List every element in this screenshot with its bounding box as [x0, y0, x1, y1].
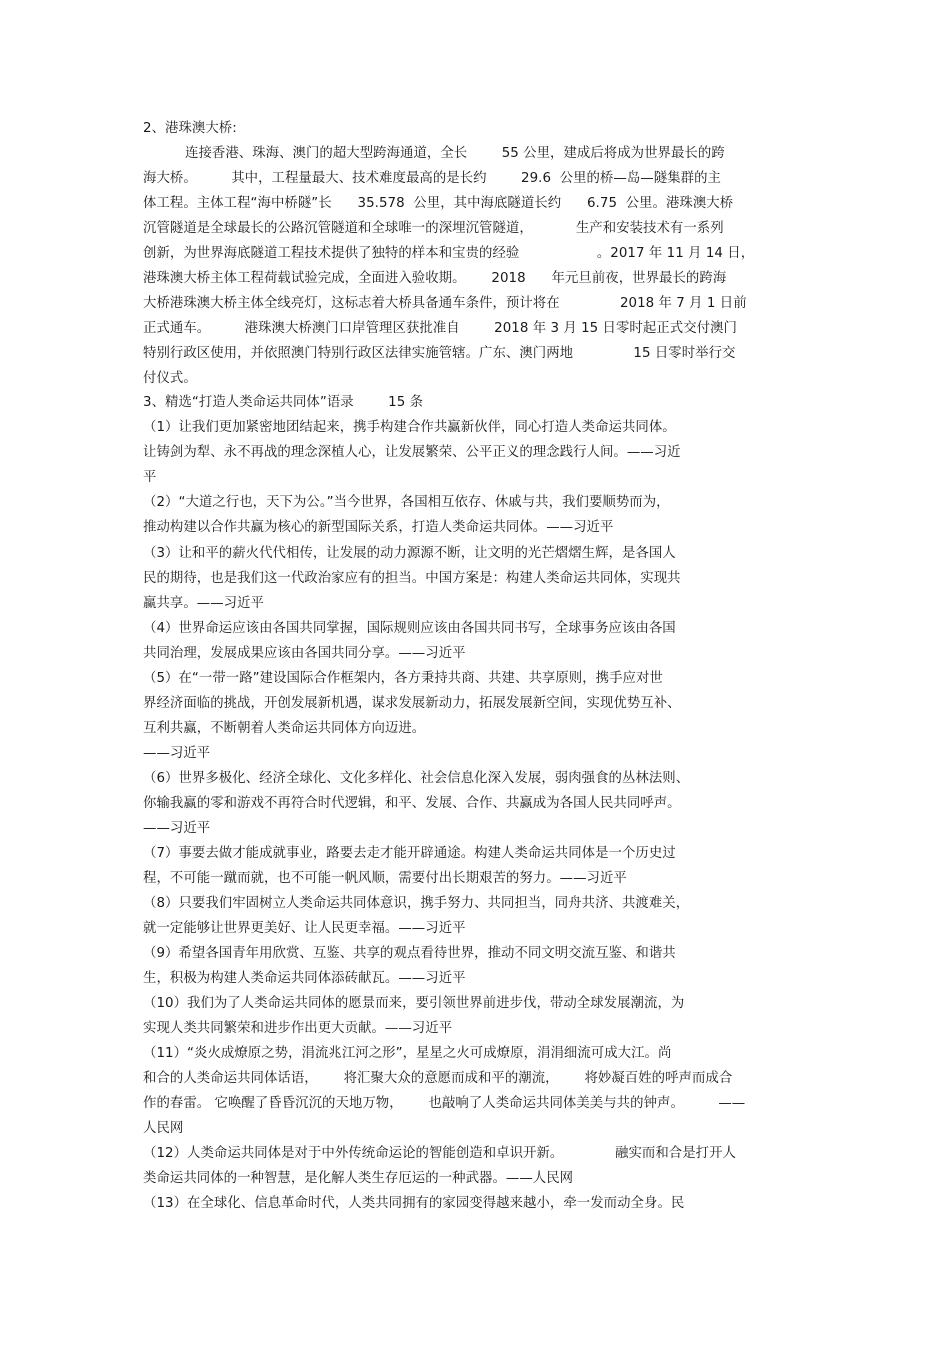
quote-line: 生，积极为构建人类命运共同体添砖献瓦。——习近平: [143, 971, 466, 986]
quote-line: （10）我们为了人类命运共同体的愿景而来，要引领世界前进步伐，带动全球发展潮流，为: [143, 996, 685, 1011]
quote-line: 平: [143, 470, 157, 485]
section-2-paragraph-line: 付仪式。: [143, 371, 197, 386]
section-2-paragraph-line: 创新，为世界海底隧道工程技术提供了独特的样本和宝贵的经验 。2017 年 11 月 14 日，: [143, 246, 755, 261]
quote-line: 你输我赢的零和游戏不再符合时代逻辑，和平、发展、合作、共赢成为各国人民共同呼声。: [143, 796, 681, 811]
quote-line: 互利共赢，不断朝着人类命运共同体方向迈进。: [143, 721, 426, 736]
quote-line: （13）在全球化、信息革命时代，人类共同拥有的家园变得越来越小，牵一发而动全身。民: [143, 1196, 685, 1211]
section-2-heading: 2、港珠澳大桥:: [143, 121, 237, 136]
section-2-paragraph-line: 港珠澳大桥主体工程荷载试验完成，全面进入验收期。 2018 年元旦前夜，世界最长的跨海: [143, 271, 727, 286]
section-2-paragraph-line: 沉管隧道是全球最长的公路沉管隧道和全球唯一的深埋沉管隧道， 生产和安装技术有一系列: [143, 221, 724, 236]
quote-line: （12）人类命运共同体是对于中外传统命运论的智能创造和卓识开新。 融实而和合是打开人: [143, 1146, 736, 1161]
quote-line: （9）希望各国青年用欣赏、互鉴、共享的观点看待世界，推动不同文明交流互鉴、和谐共: [143, 946, 676, 961]
section-3-heading: 3、精选“打造人类命运共同体”语录 15 条: [143, 395, 424, 410]
quote-line: 让铸剑为犁、永不再战的理念深植人心，让发展繁荣、公平正义的理念践行人间。——习近: [143, 445, 681, 460]
section-2-paragraph-line: 体工程。主体工程“海中桥隧”长 35.578 公里，其中海底隧道长约 6.75 公里。港珠澳大桥: [143, 196, 734, 211]
quote-line: （7）事要去做才能成就事业，路要去走才能开辟通途。构建人类命运共同体是一个历史过: [143, 846, 676, 861]
quote-line: 界经济面临的挑战，开创发展新机遇，谋求发展新动力，拓展发展新空间，实现优势互补、: [143, 696, 681, 711]
section-2-paragraph-line: 特别行政区使用，并依照澳门特别行政区法律实施管辖。广东、澳门两地 15 日零时举行交: [143, 346, 736, 361]
section-2-paragraph-line: 正式通车。 港珠澳大桥澳门口岸管理区获批准自 2018 年 3 月 15 日零时起正式交付澳门: [143, 321, 737, 336]
section-2-paragraph-line: 海大桥。 其中，工程量最大、技术难度最高的是长约 29.6 公里的桥—岛—隧集群的主: [143, 171, 721, 186]
quote-line: ——习近平: [143, 821, 211, 836]
quote-line: 赢共享。——习近平: [143, 596, 264, 611]
quote-line: 就一定能够让世界更美好、让人民更幸福。——习近平: [143, 921, 466, 936]
quote-line: ——习近平: [143, 746, 211, 761]
quote-line: （3）让和平的薪火代代相传，让发展的动力源源不断，让文明的光芒熠熠生辉，是各国人: [143, 546, 676, 561]
quote-line: 实现人类共同繁荣和进步作出更大贡献。——习近平: [143, 1021, 453, 1036]
quote-line: （6）世界多极化、经济全球化、文化多样化、社会信息化深入发展，弱肉强食的丛林法则、: [143, 771, 690, 786]
quote-line: （8）只要我们牢固树立人类命运共同体意识，携手努力、共同担当，同舟共济、共渡难关，: [143, 896, 690, 911]
quote-line: 人民网: [143, 1121, 184, 1136]
quote-line: （2）“大道之行也，天下为公。”当今世界，各国相互依存、休戚与共，我们要顺势而为，: [143, 495, 670, 510]
quote-line: 作的春雷。 它唤醒了昏昏沉沉的天地万物， 也敲响了人类命运共同体美美与共的钟声。 ——: [143, 1096, 746, 1111]
section-2-paragraph-line: 大桥港珠澳大桥主体全线亮灯，这标志着大桥具备通车条件，预计将在 2018 年 7 月 1 日前: [143, 296, 747, 311]
quote-line: 民的期待，也是我们这一代政治家应有的担当。中国方案是：构建人类命运共同体，实现共: [143, 571, 681, 586]
quote-line: 共同治理，发展成果应该由各国共同分享。——习近平: [143, 646, 466, 661]
quote-line: （5）在“一带一路”建设国际合作框架内，各方秉持共商、共建、共享原则，携手应对世: [143, 671, 663, 686]
quote-line: 类命运共同体的一种智慧，是化解人类生存厄运的一种武器。——人民网: [143, 1171, 574, 1186]
section-2-paragraph-line: 连接香港、珠海、澳门的超大型跨海通道，全长 55 公里，建成后将成为世界最长的跨: [185, 146, 725, 161]
quote-line: （1）让我们更加紧密地团结起来，携手构建合作共赢新伙伴，同心打造人类命运共同体。: [143, 420, 676, 435]
quote-line: 推动构建以合作共赢为核心的新型国际关系，打造人类命运共同体。——习近平: [143, 520, 614, 535]
quote-line: 程，不可能一蹴而就，也不可能一帆风顺，需要付出长期艰苦的努力。——习近平: [143, 871, 627, 886]
quote-line: （4）世界命运应该由各国共同掌握，国际规则应该由各国共同书写，全球事务应该由各国: [143, 621, 676, 636]
quote-line: 和合的人类命运共同体话语， 将汇聚大众的意愿而成和平的潮流， 将妙凝百姓的呼声而成合: [143, 1071, 733, 1086]
quote-line: （11）“炎火成燎原之势，涓流兆江河之形”，星星之火可成燎原，涓涓细流可成大江。尚: [143, 1046, 672, 1061]
